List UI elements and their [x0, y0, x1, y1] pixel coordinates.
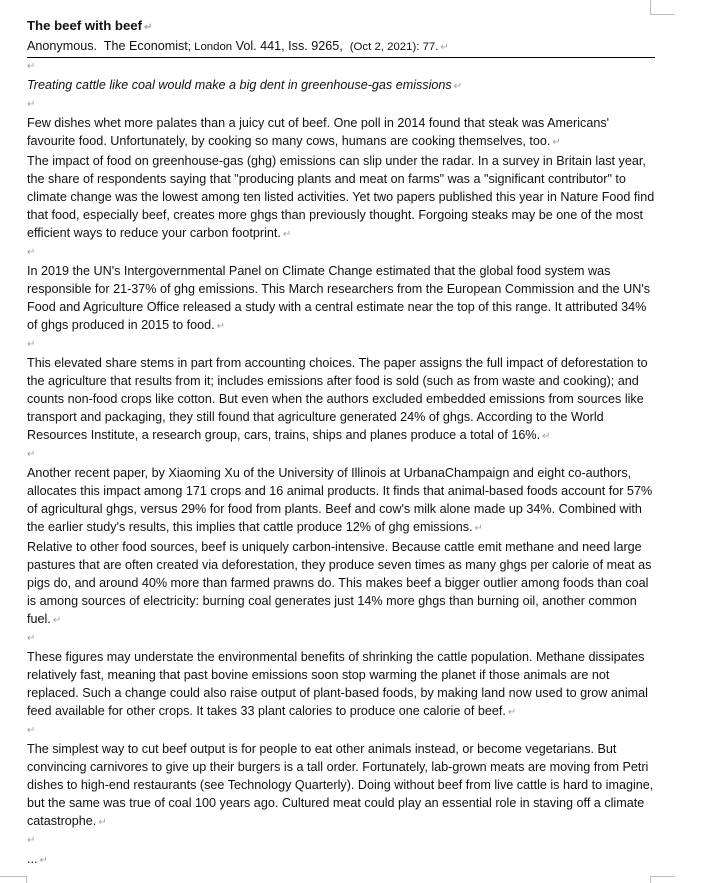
paragraph-mark: ↵ — [440, 42, 449, 53]
paragraph-4: This elevated share stems in part from accounting choices. The paper assigns the full impact of deforestation to the agriculture that results from it; includes emissions after food is sold (such as from waste and cooking); and counts non-food crops like cotton. But even when the authors excluded embedded emissions from sources like transport and packaging, they still found that agriculture generated 24% of ghgs. According to the World Resources Institute, a research group, cars, trains, ships and planes produce a total of 16%. ↵ — [27, 356, 648, 442]
paragraph-1: Few dishes whet more palates than a juicy cut of beef. One poll in 2014 found that steak was Americans' favourite food. Unfortunately, by cooking so many cows, humans are cooking themselves, too. ↵ — [27, 116, 610, 148]
article-title: The beef with beef ↵ — [27, 18, 153, 33]
paragraph-8: The simplest way to cut beef output is for people to eat other animals instead, or become vegetarians. But convincing carnivores to give up their burgers is a tall order. Fortunately, lab-grown meats are moving from Petri dishes to high-end restaurants (see Technology Quarterly). Doing without beef from live cattle is hard to imagine, but the same was true of coal 100 years ago. Cultured meat could play an essential role in staving off a climate catastrophe. ↵ — [27, 742, 654, 828]
paragraph-mark: ↵ — [474, 523, 483, 534]
paragraph-3: In 2019 the UN's Intergovernmental Panel on Climate Change estimated that the global food system was responsible for 21-37% of ghg emissions. This March researchers from the European Commission and the UN's Food and Agriculture Office released a study with a central estimate near the top of this range. It attributed 34% of ghgs produced in 2015 to food. ↵ — [27, 264, 651, 332]
empty-paragraph: ↵ — [27, 247, 36, 258]
crop-mark-bottom-right — [650, 876, 675, 883]
empty-paragraph: ↵ — [27, 725, 36, 736]
paragraph-mark: ↵ — [507, 707, 517, 718]
empty-paragraph: ↵ — [27, 835, 36, 846]
paragraph-6: Relative to other food sources, beef is uniquely carbon-intensive. Because cattle emit methane and need large pastures that are often created via deforestation, they produce seven times as many ghgs per calorie of meat as pigs do, and around 40% more than farmed prawns do. This makes beef a bigger outlier among foods than coal is among sources of electricity: burning coal generates just 14% more ghgs than burning oil, another common fuel. ↵ — [27, 540, 652, 626]
article-dek: Treating cattle like coal would make a big dent in greenhouse-gas emissions ↵ — [27, 78, 463, 92]
article-ellipsis: ... ↵ — [27, 852, 48, 866]
article-byline — [27, 37, 655, 58]
byline-author: Anonymous. — [27, 39, 98, 53]
crop-mark-bottom-left — [0, 876, 27, 883]
paragraph-mark: ↵ — [39, 855, 48, 866]
byline-date: (Oct 2, 2021): 77. — [349, 41, 439, 53]
paragraph-2: The impact of food on greenhouse-gas (ghg) emissions can slip under the radar. In a survey in Britain last year, the share of respondents saying that "producing plants and meat on farms" was a "significant contributor" to climate change was the lowest among ten listed activities. Yet two papers published this year in Nature Food find that food, especially beef, creates more ghgs than previously thought. Forgoing steaks may be one of the most efficient ways to reduce your carbon footprint. ↵ — [27, 154, 655, 240]
paragraph-mark: ↵ — [453, 81, 463, 92]
empty-paragraph: ↵ — [27, 61, 36, 72]
paragraph-mark: ↵ — [282, 229, 292, 240]
empty-paragraph: ↵ — [27, 99, 36, 110]
byline-volume: Vol. 441, Iss. 9265, — [235, 39, 343, 53]
empty-paragraph: ↵ — [27, 633, 36, 644]
paragraph-5: Another recent paper, by Xiaoming Xu of the University of Illinois at UrbanaChampaign and eight co-authors, allocates this impact among 171 crops and 16 animal products. It finds that animal-based foods account for 57% of agricultural ghgs, versus 29% for food from plants. Beef and cow's milk alone made up 34%. Combined with the earlier study's results, this implies that cattle produce 12% of ghg emissions. ↵ — [27, 466, 653, 534]
byline-publication: The Economist — [103, 39, 188, 53]
crop-mark-top-right — [650, 0, 675, 15]
paragraph-mark: ↵ — [52, 615, 62, 626]
paragraph-7: These figures may understate the environmental benefits of shrinking the cattle population. Methane dissipates relatively fast, meaning that past bovine emissions soon stop warming the planet if those animals are not replaced. Such a change could also raise output of plant-based foods, by making land now used to grow animal feed available for other crops. It takes 33 plant calories to produce one calorie of beef. ↵ — [27, 650, 648, 718]
paragraph-mark: ↵ — [542, 431, 551, 442]
paragraph-mark: ↵ — [144, 22, 153, 33]
paragraph-mark: ↵ — [98, 817, 107, 828]
paragraph-mark: ↵ — [552, 137, 561, 148]
empty-paragraph: ↵ — [27, 449, 36, 460]
document-page[interactable] — [27, 17, 655, 870]
byline-place: ; London — [187, 41, 233, 53]
empty-paragraph: ↵ — [27, 339, 36, 350]
paragraph-mark: ↵ — [216, 321, 226, 332]
